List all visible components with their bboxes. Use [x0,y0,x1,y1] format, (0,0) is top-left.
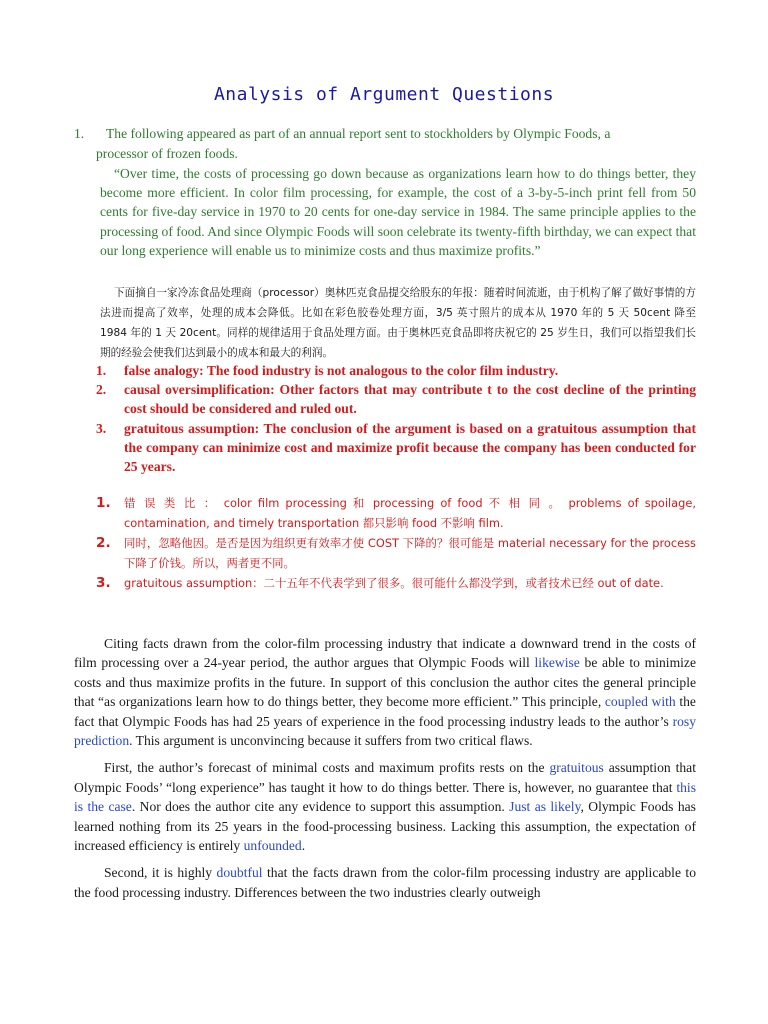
chinese-translation: 下面摘自一家冷冻食品处理商（processor）奥林匹克食品提交给股东的年报：随着时间流逝，由于机构了解了做好事情的方法进而提高了效率，处理的成本会降低。比如在彩色胶卷处理方面，3/5 英寸照片的成本从 1970 年的 5 天 50cent 降至 1984 年的 1 天 20cent。同样的规律适用于食品处理方面。由于奥林匹克食品即将庆祝它的 25 岁生日，我们可以指望我们长期的经验会使我们达到最小的成本和最大的利润。 [100,287,696,359]
highlighted-phrase: coupled with [604,694,676,710]
list-item [96,493,696,533]
list-item-text: gratuitous assumption：二十五年不代表学到了很多。很可能什么都没学到，或者技术已经 out of date. [124,576,664,590]
highlighted-phrase: rosy prediction [74,713,696,749]
highlighted-phrase: Just as likely [509,799,581,815]
text-run: that the facts drawn from the color-film processing industry are applicable to the food processing industry. Differences between the two industries clearly outweigh [74,865,696,900]
highlighted-phrase: doubtful [216,865,263,881]
list-item-text: 同时，忽略他因。是否是因为组织更有效率才使 COST 下降的？很可能是 material necessary for the process 下降了价钱。所以，两者更不同。 [124,536,696,570]
list-item-text: 错 误 类 比 ： color film processing 和 processing of food 不 相 同 。 problems of spoilage, contamination, and timely transportation 都只影响 food 不影响 film. [124,496,696,530]
list-item [96,380,696,418]
question-intro-line2: processor of frozen foods. [96,145,238,161]
list-item-text: gratuitous assumption: The conclusion of the argument is based on a gratuitous assumption that the company can minimize cost and maximize profit because the company has been conducted for 25 years. [124,420,696,475]
list-item-number: 1. [96,363,107,378]
question-number: 1. [74,126,85,141]
essay-paragraph-2 [74,758,696,855]
flaw-list-english [96,361,696,476]
list-item [96,533,696,573]
list-item-number: 1. [96,495,111,511]
text-run: . [301,838,306,854]
flaw-list-chinese [96,493,696,593]
text-run: . Nor does the author cite any evidence to support this assumption. [131,799,510,815]
text-run: First, the author’s forecast of minimal costs and maximum profits rests on the [104,760,550,776]
question-intro-line1: The following appeared as part of an annual report sent to stockholders by Olympic Foods, a [106,126,611,141]
question-intro [74,124,696,163]
highlighted-phrase: this is the case [74,779,696,815]
argument-quote: “Over time, the costs of processing go down because as organizations learn how to do things better, they become more efficient. In color film processing, for example, the cost of a 3-by-5-inch print fell from 50 cents for five-day service in 1970 to 20 cents for one-day service in 1984. The same principle applies to the processing of food. And since Olympic Foods will soon celebrate its twenty-fifth birthday, we can expect that our long experience will enable us to minimize costs and thus maximize profits.” [100,166,696,258]
highlighted-phrase: unfounded [243,838,302,854]
text-run: be able to minimize costs and thus maximize profits in the future. In support of this conclusion the author cites the general principle that “as organizations learn how to do things better, they become more efficient.” This principle, [74,655,696,710]
list-item [96,419,696,477]
list-item-text: false analogy: The food industry is not analogous to the color film industry. [124,363,559,378]
list-item-number: 2. [96,382,107,398]
page-title: Analysis of Argument Questions [213,84,555,105]
essay-paragraph-3 [74,863,696,902]
list-item [96,573,696,593]
text-run: Citing facts drawn from the color-film processing industry that indicate a downward trend in the costs of film processing over a 24-year period, the author argues that Olympic Foods will [74,636,696,671]
list-item-text: causal oversimplification: Other factors that may contribute t to the cost decline of the printing cost should be considered and ruled out. [124,382,696,417]
list-item [96,361,696,380]
highlighted-phrase: gratuitous [549,760,604,776]
essay-body [74,634,696,910]
list-item-number: 2. [96,535,111,551]
text-run: the fact that Olympic Foods has had 25 years of experience in the food processing industry leads to the author’s [74,694,696,729]
list-item-number: 3. [96,575,111,591]
text-run: . This argument is unconvincing because it suffers from two critical flaws. [129,733,533,749]
essay-paragraph-1 [74,634,696,750]
text-run: assumption that Olympic Foods’ “long experience” has taught it how to do things better. There is, however, no guarantee that [74,760,696,795]
highlighted-phrase: likewise [534,655,580,671]
text-run: Second, it is highly [104,865,217,881]
list-item-number: 3. [96,420,107,436]
text-run: , Olympic Foods has learned nothing from its 25 years in the food-processing business. Lacking this assumption, the expectation of increased efficiency is entirely [74,799,696,854]
